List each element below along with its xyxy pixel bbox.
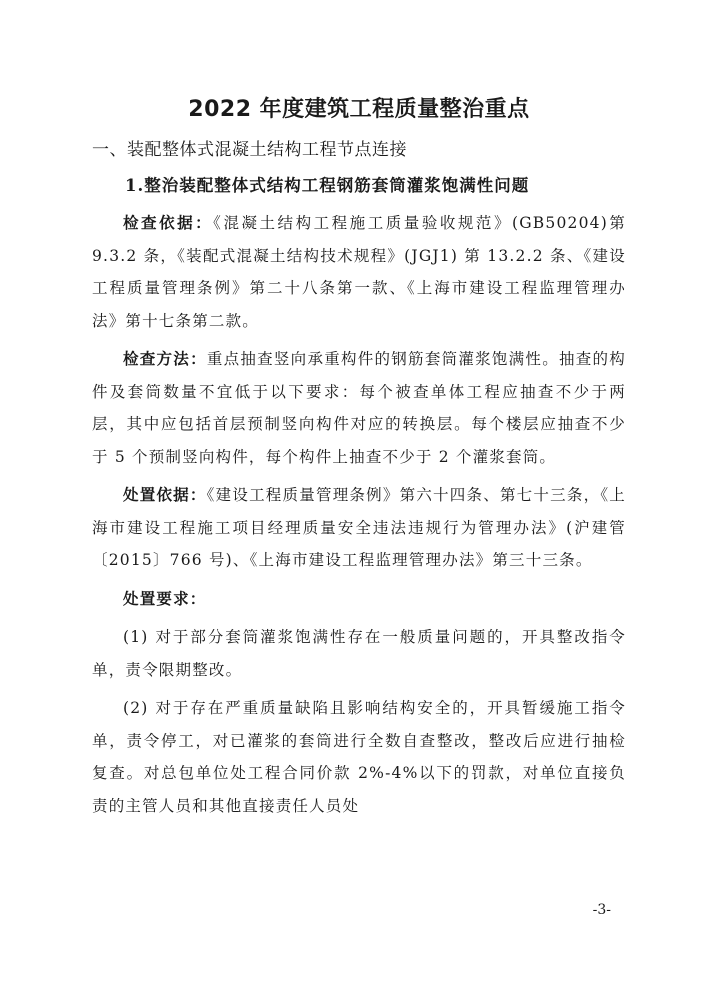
inspection-method-paragraph — [92, 343, 626, 473]
section-heading: 一、装配整体式混凝土结构工程节点连接 — [92, 140, 407, 160]
disposal-basis-paragraph — [92, 479, 626, 577]
requirement-item-1-text: (1) 对于部分套筒灌浆饱满性存在一般质量问题的，开具整改指令单，责令限期整改。 — [92, 628, 626, 679]
requirement-item-2 — [92, 692, 626, 822]
disposal-basis-text: 《建设工程质量管理条例》第六十四条、第七十三条，《上海市建设工程施工项目经理质量安全违法违规行为管理办法》(沪建管〔2015〕766 号)、《上海市建设工程监理管理办法》第三十三条。 — [92, 486, 626, 569]
inspection-method-label: 检查方法： — [123, 350, 207, 368]
disposal-basis-label: 处置依据： — [123, 486, 207, 504]
disposal-requirements-label: 处置要求： — [123, 589, 207, 608]
inspection-basis-paragraph — [92, 207, 626, 337]
subsection-heading: 1.整治装配整体式结构工程钢筋套筒灌浆饱满性问题 — [125, 176, 530, 195]
requirement-item-2-text: (2) 对于存在严重质量缺陷且影响结构安全的，开具暂缓施工指令单，责令停工，对已灌浆的套筒进行全数自查整改，整改后应进行抽检复查。对总包单位处工程合同价款 2%-4%以下的罚款，对单位直接负责的主管人员和其他直接责任人员处 — [92, 699, 626, 815]
page-number: -3- — [592, 902, 611, 918]
document-title: 2022 年度建筑工程质量整治重点 — [188, 97, 530, 122]
disposal-requirements-paragraph — [92, 583, 626, 616]
document-page — [92, 95, 626, 828]
requirement-item-1 — [92, 621, 626, 686]
inspection-method-text: 重点抽查竖向承重构件的钢筋套筒灌浆饱满性。抽查的构件及套筒数量不宜低于以下要求：每个被查单体工程应抽查不少于两层，其中应包括首层预制竖向构件对应的转换层。每个楼层应抽查不少于 5 个预制竖向构件，每个构件上抽查不少于 2 个灌浆套筒。 — [92, 350, 626, 466]
inspection-basis-text: 《混凝土结构工程施工质量验收规范》(GB50204)第 9.3.2 条，《装配式混凝土结构技术规程》(JGJ1) 第 13.2.2 条、《建设工程质量管理条例》第二十八条第一款、《上海市建设工程监理管理办法》第十七条第二款。 — [92, 214, 626, 330]
inspection-basis-label: 检查依据： — [123, 214, 214, 232]
